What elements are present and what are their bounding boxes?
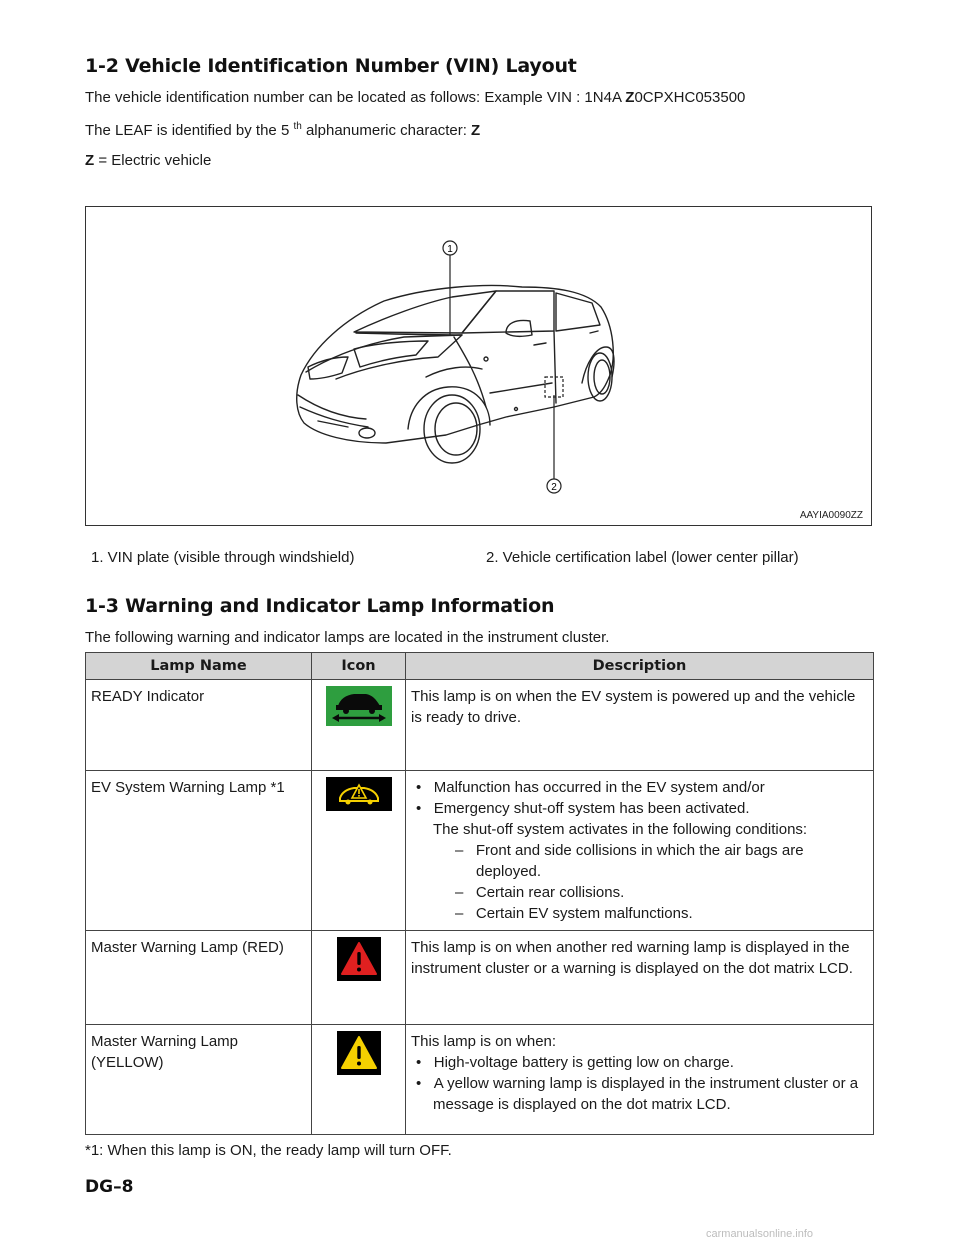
ev-dash-1: – Front and side collisions in which the air bags are deployed. [455, 842, 804, 880]
lamp-name-master-yellow: Master Warning Lamp (YELLOW) [86, 1025, 312, 1135]
callout-2-label: 2 [551, 482, 557, 493]
figure-caption-2: 2. Vehicle certification label (lower center pillar) [486, 549, 799, 566]
lamp-name-master-red: Master Warning Lamp (RED) [86, 931, 312, 1025]
section-heading-vin: 1-2 Vehicle Identification Number (VIN) Layout [85, 55, 577, 77]
electric-vehicle-line: Z = Electric vehicle [85, 152, 212, 169]
lamp-desc-ev-warning [406, 771, 874, 931]
red-warning-triangle-icon [337, 937, 381, 987]
table-row [86, 771, 874, 931]
ev-sub-line: The shut-off system activates in the following conditions: [433, 821, 808, 838]
lamp-name-ev-warning: EV System Warning Lamp *1 [86, 771, 312, 931]
header-icon: Icon [312, 653, 406, 680]
vin-example-line: The vehicle identification number can be located as follows: Example VIN : 1N4A Z0CPXHC053500 [85, 89, 746, 106]
table-row [86, 680, 874, 771]
ready-car-icon [326, 686, 392, 732]
header-description: Description [406, 653, 874, 680]
callout-1-label: 1 [447, 244, 453, 255]
ev-dash-2: – Certain rear collisions. [455, 884, 625, 901]
watermark: carmanualsonline.info [706, 1228, 814, 1240]
car-line-drawing [86, 207, 873, 527]
yellow-warning-triangle-icon [337, 1031, 381, 1081]
leaf-identification-line: The LEAF is identified by the 5 $^{th}$ alphanumeric character: Z [85, 121, 481, 139]
lamp-desc-master-yellow [406, 1025, 874, 1135]
ev-bullet-1: • Malfunction has occurred in the EV system and/or [416, 779, 765, 796]
figure-code: AAYIA0090ZZ [799, 510, 863, 521]
table-row [86, 931, 874, 1025]
section-heading-lamps: 1-3 Warning and Indicator Lamp Information [85, 595, 555, 617]
table-row [86, 1025, 874, 1135]
page-number: DG–8 [85, 1177, 134, 1197]
ev-dash-3: – Certain EV system malfunctions. [455, 905, 693, 922]
ev-system-warning-icon [326, 777, 392, 817]
lamps-intro: The following warning and indicator lamps are located in the instrument cluster. [85, 629, 610, 646]
lamp-desc-ready: This lamp is on when the EV system is powered up and the vehicle is ready to drive. [406, 680, 874, 771]
header-lamp-name: Lamp Name [86, 653, 312, 680]
footnote: *1: When this lamp is ON, the ready lamp will turn OFF. [85, 1142, 452, 1159]
lamp-desc-master-red: This lamp is on when another red warning lamp is displayed in the instrument cluster or a warning is displayed on the dot matrix LCD. [406, 931, 874, 1025]
figure-caption-1: 1. VIN plate (visible through windshield) [91, 549, 355, 566]
yellow-lead: This lamp is on when: [411, 1033, 557, 1050]
yellow-bullet-1: • High-voltage battery is getting low on charge. [416, 1054, 734, 1071]
yellow-bullet-2: • A yellow warning lamp is displayed in the instrument cluster or a message is displayed on the dot matrix LCD. [416, 1075, 859, 1113]
table-header-row [86, 653, 874, 680]
lamp-name-ready: READY Indicator [86, 680, 312, 771]
ev-bullet-2: • Emergency shut-off system has been activated. [416, 800, 750, 817]
lamp-table [85, 652, 874, 1135]
vin-location-figure [85, 206, 872, 526]
